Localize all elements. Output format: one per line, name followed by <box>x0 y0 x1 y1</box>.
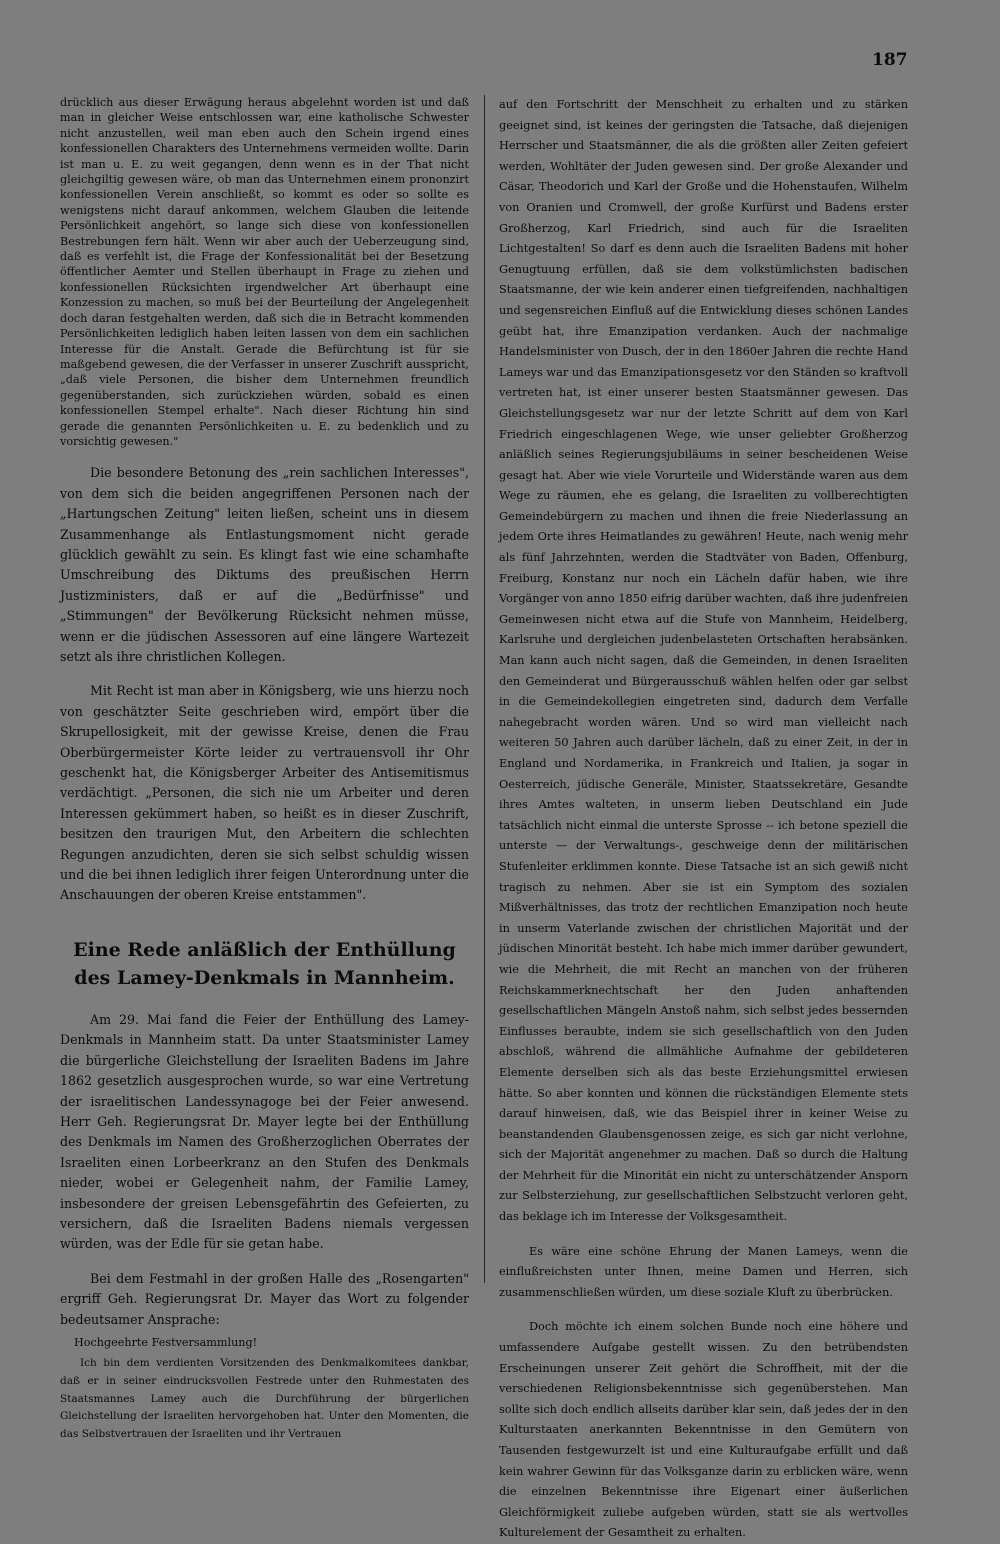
left-column <box>60 95 469 1444</box>
paragraph: Am 29. Mai fand die Feier der Enthüllung des Lamey-Denkmals in Mannheim statt. Da unter Staatsminister Lamey die bürgerliche Gleichstellung der Israeliten Badens im Jahre 1862 gesetzlich ausgesprochen wurde, so war eine Vertretung der israelitischen Landessynagoge bei der Feier anwesend. Herr Geh. Regierungsrat Dr. Mayer legte bei der Enthüllung des Denkmals im Namen des Großherzoglichen Oberrates der Israeliten einen Lorbeerkranz an den Stufen des Denkmals nieder, wobei er Gelegenheit nahm, der Familie Lamey, insbesondere der greisen Lebensgefährtin des Gefeierten, zu versichern, daß die Israeliten Badens niemals vergessen würden, was der Edle für sie getan habe. <box>60 1011 469 1252</box>
speech-paragraph: Ich bin dem verdienten Vorsitzenden des Denkmalkomitees dankbar, daß er in seiner eindrucksvollen Festrede unter den Ruhmestaten des Staatsmannes Lamey auch die Durchführung der bürgerlichen Gleichstellung der Israeliten hervorgehoben hat. Unter den Momenten, die das Selbstvertrauen der Israeliten und ihr Vertrauen <box>60 1356 469 1441</box>
salutation: Hochgeehrte Festversammlung! <box>74 1335 258 1349</box>
paragraph: Bei dem Festmahl in der großen Halle des „Rosengarten" ergriff Geh. Regierungsrat Dr. Mayer das Wort zu folgender bedeutsamer Ansprache: <box>60 1270 469 1327</box>
speech-paragraph: auf den Fortschritt der Menschheit zu erhalten und zu stärken geeignet sind, ist keines der geringsten die Tatsache, daß diejenigen Herrscher und Staatsmänner, die als die größten aller Zeiten gefeiert werden, Wohltäter der Juden gewesen sind. Der große Alexander und Cäsar, Theodorich und Karl der Große und die Hohenstaufen, Wilhelm von Oranien und Cromwell, der große Kurfürst und Badens erster Großherzog, Karl Friedrich, sind auch für die Israeliten Lichtgestalten! So darf es denn auch die Israeliten Badens mit hoher Genugtuung erfüllen, daß sie dem volkstümlichsten badischen Staatsmanne, der wie kein anderer einen tiefgreifenden, nachhaltigen und segensreichen Einfluß auf die Entwicklung dieses schönen Landes geübt hat, ihre Emanzipation verdanken. Auch der nachmalige Handelsminister von Dusch, der in den 1860er Jahren die rechte Hand Lameys war und das Emanzipationsgesetz vor den Ständen so kraftvoll vertreten hat, ist einer unserer besten Staatsmänner gewesen. Das Gleichstellungsgesetz war nur der letzte Schritt auf dem von Karl Friedrich eingeschlagenen Wege, wie unser geliebter Großherzog anläßlich seines Regierungsjubiläums in seiner bescheidenen Weise gesagt hat. Aber wie viele Vorurteile und Widerstände waren aus dem Wege zu räumen, ehe es gelang, die Israeliten zu vollberechtigten Gemeindebürgern zu machen und ihnen die freie Niederlassung an jedem Orte ihres Heimatlandes zu gewähren! Heute, nach wenig mehr als fünf Jahrzehnten, werden die Stadtväter von Baden, Offenburg, Freiburg, Konstanz nur noch ein Lächeln dafür haben, wie ihre Vorgänger von anno 1850 eifrig darüber wachten, daß ihre judenfreien Gemeinwesen nicht etwa auf die Stufe von Mannheim, Heidelberg, Karlsruhe und dergleichen judenbelasteten Ortschaften herabsänken. Man kann auch nicht sagen, daß die Gemeinden, in denen Israeliten den Gemeinderat und Bürgerausschuß wählen helfen oder gar selbst in die Gemeindekollegien eingetreten sind, dadurch dem Verfalle nahegebracht worden wären. Und so wird man vielleicht nach weiteren 50 Jahren auch darüber lächeln, daß zu einer Zeit, in der in England und Nordamerika, in Frankreich und Italien, ja sogar in Oesterreich, jüdische Generäle, Minister, Staatssekretäre, Gesandte ihres Amtes walteten, in unserm lieben Deutschland ein Jude tatsächlich nicht einmal die unterste Sprosse -- ich betone speziell die unterste — der Verwaltungs-, geschweige denn der militärischen Stufenleiter erklimmen konnte. Diese Tatsache ist an sich gewiß nicht tragisch zu nehmen. Aber sie ist ein Symptom des sozialen Mißverhältnisses, das trotz der rechtlichen Emanzipation noch heute in unserm Vaterlande zwischen der christlichen Majorität und der jüdischen Minorität besteht. Ich habe mich immer darüber gewundert, wie die Mehrheit, die mit Recht an manchen von der früheren Reichskammerknechtschaft her den Juden anhaftenden gesellschaftlichen Mängeln Anstoß nahm, sich selbst jedes bessernden Einflusses beraubte, indem sie sich gesellschaftlich von den Juden abschloß, während die allmähliche Aufnahme der gebildeteren Elemente derselben sich als das beste Erziehungsmittel erwiesen hätte. So aber konnten und können die rückständigen Elemente stets darauf hinweisen, daß, wie das Beispiel ihrer in keiner Weise zu beanstandenden Glaubensgenossen zeige, es sich gar nicht verlohne, sich der Majorität angenehmer zu machen. Daß so durch die Haltung der Mehrheit für die Minorität ein nicht zu unterschätzender Ansporn zur Selbsterziehung, zur gesellschaftlichen Selbstzucht verloren geht, das beklage ich im Interesse der Volksgesamtheit. <box>499 98 908 1224</box>
page-number: 187 <box>872 50 908 70</box>
article-heading: Eine Rede anläßlich der Enthüllung des Lamey-Denkmals in Mannheim. <box>73 938 456 989</box>
quoted-paragraph: drücklich aus dieser Erwägung heraus abgelehnt worden ist und daß man in gleicher Weise entschlossen war, eine katholische Schwester nicht anzustellen, weil man eben auch den Schein irgend eines konfessionellen Charakters des Unternehmens vermeiden wollte. Darin ist man u. E. zu weit gegangen, denn wenn es in der That nicht gleichgiltig gewesen wäre, ob man das Unternehmen einem prononzirt konfessionellen Verein anschließt, so kommt es oder so sollte es wenigstens nicht darauf ankommen, welchem Glauben die leitende Persönlichkeit angehört, so lange sich diese von konfessionellen Bestrebungen fern hält. Wenn wir aber auch der Ueberzeugung sind, daß es verfehlt ist, die Frage der Konfessionalität bei der Besetzung öffentlicher Aemter und Stellen überhaupt in Frage zu ziehen und konfessionellen Rücksichten irgendwelcher Art überhaupt eine Konzession zu machen, so muß bei der Beurteilung der Angelegenheit doch daran festgehalten werden, daß sich die in Betracht kommenden Persönlichkeiten lediglich haben leiten lassen von dem ein sachlichen Interesse für die Anstalt. Gerade die Befürchtung ist für sie maßgebend gewesen, die der Verfasser in unserer Zuschrift ausspricht, „daß viele Personen, die bisher dem Unternehmen freundlich gegenüberstanden, sich zurückziehen würden, sobald es einen konfessionellen Stempel erhalte". Nach dieser Richtung hin sind gerade die genannten Persönlichkeiten u. E. zu bedenklich und zu vorsichtig gewesen." <box>60 96 469 448</box>
column-divider <box>484 95 485 1283</box>
speech-paragraph: Doch möchte ich einem solchen Bunde noch eine höhere und umfassendere Aufgabe gestellt wissen. Zu den betrübendsten Erscheinungen unserer Zeit gehört die Schroffheit, mit der die verschiedenen Religionsbekenntnisse sich gegenüberstehen. Man sollte sich doch endlich allseits darüber klar sein, daß jedes der in den Kulturstaaten anerkannten Bekenntnisse in den Gemütern von Tausenden festgewurzelt ist und eine Kulturaufgabe erfüllt und daß kein wahrer Gewinn für das Volksganze darin zu erblicken wäre, wenn die einzelnen Bekenntnisse ihre Eigenart einer äußerlichen Gleichförmigkeit zuliebe aufgeben würden, statt sie als wertvolles Kulturelement der Gesamtheit zu erhalten. <box>499 1320 908 1540</box>
paragraph: Die besondere Betonung des „rein sachlichen Interesses", von dem sich die beiden angegriffenen Personen nach der „Hartungschen Zeitung" leiten ließen, scheint uns in diesem Zusammenhange als Entlastungsmoment nicht gerade glücklich gewählt zu sein. Es klingt fast wie eine schamhafte Umschreibung des Diktums des preußischen Herrn Justizministers, daß er auf die „Bedürfnisse" und „Stimmungen" der Bevölkerung Rücksicht nehmen müsse, wenn er die jüdischen Assessoren auf eine längere Wartezeit setzt als ihre christlichen Kollegen. <box>60 465 469 664</box>
speech-paragraph: Es wäre eine schöne Ehrung der Manen Lameys, wenn die einflußreichsten unter Ihnen, meine Damen und Herren, sich zusammenschließen würden, um diese soziale Kluft zu überbrücken. <box>499 1244 908 1299</box>
right-column <box>499 95 908 1544</box>
paragraph: Mit Recht ist man aber in Königsberg, wie uns hierzu noch von geschätzter Seite geschrieben wird, empört über die Skrupellosigkeit, mit der gewisse Kreise, denen die Frau Oberbürgermeister Körte leider zu vertrauensvoll ihr Ohr geschenkt hat, die Königsberger Arbeiter des Antisemitismus verdächtigt. „Personen, die sich nie um Arbeiter und deren Interessen gekümmert haben, so heißt es in dieser Zuschrift, besitzen den traurigen Mut, den Arbeitern die schlechten Regungen anzudichten, deren sie sich selbst schuldig wissen und die bei ihnen lediglich ihrer feigen Unterordnung unter die Anschauungen der oberen Kreise entstammen". <box>60 683 469 903</box>
